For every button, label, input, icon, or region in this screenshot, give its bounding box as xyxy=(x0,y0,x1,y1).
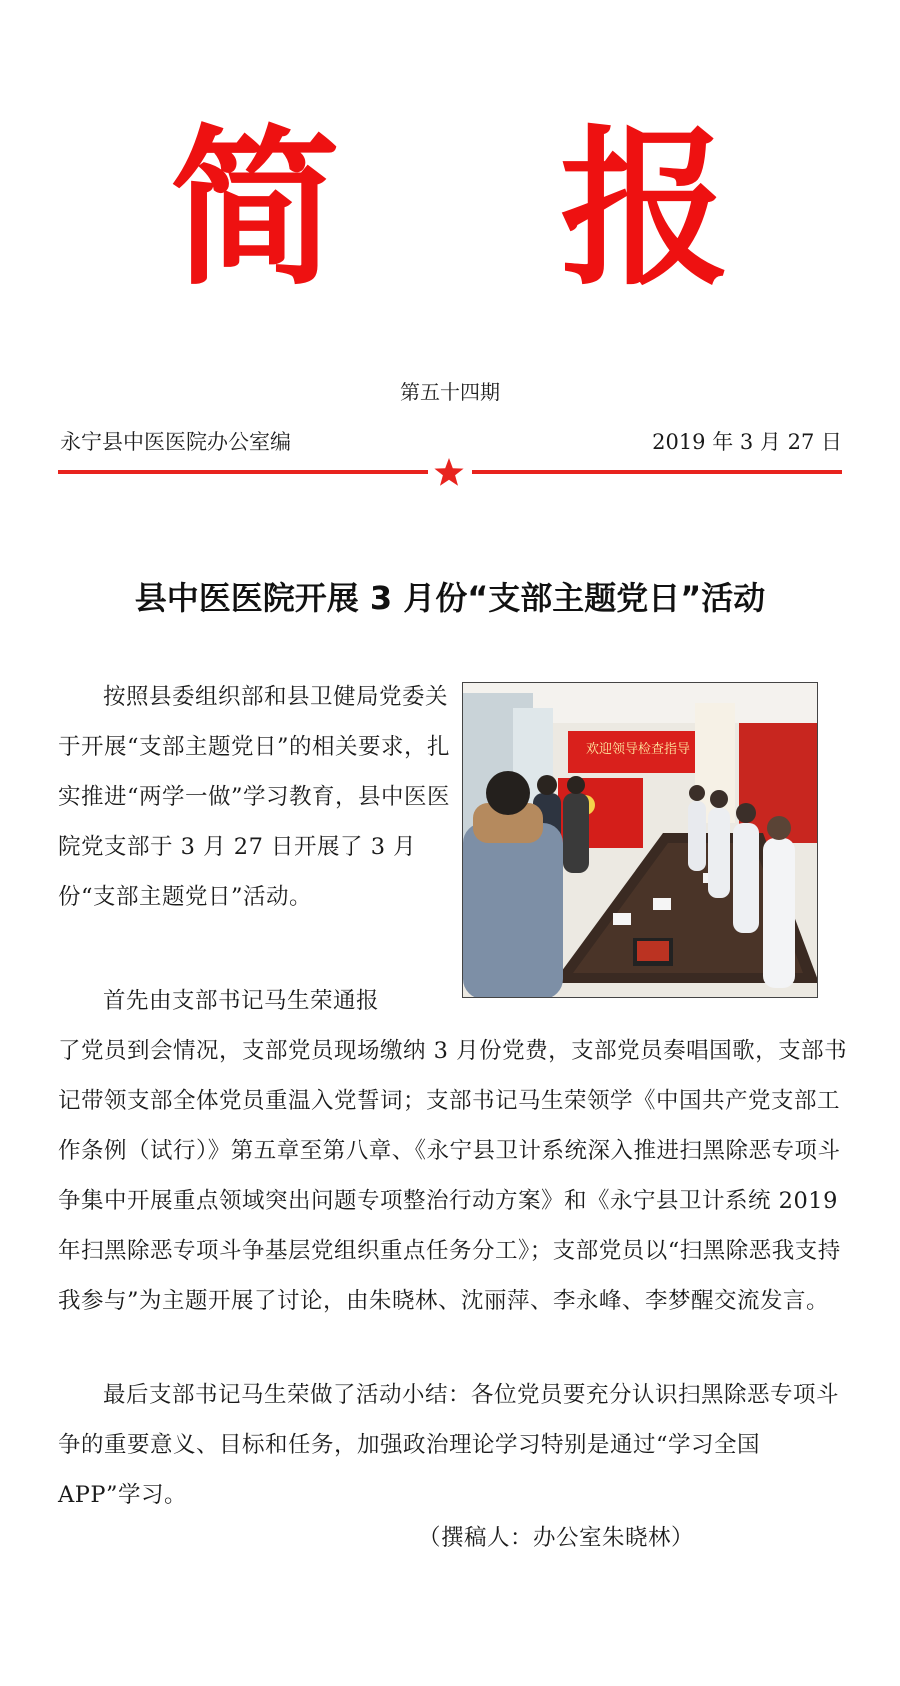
event-photo xyxy=(462,682,818,998)
masthead-title xyxy=(0,111,900,309)
header-rule-right xyxy=(472,470,842,474)
masthead-char-jian: 简 xyxy=(170,111,341,309)
article-headline: 县中医医院开展 3 月份“支部主题党日”活动 xyxy=(134,579,766,617)
paragraph-summary: 最后支部书记马生荣做了活动小结：各位党员要充分认识扫黑除恶专项斗争的重要意义、目标和任务，加强政治理论学习特别是通过“学习全国 APP”学习。 xyxy=(58,1382,840,1508)
red-star-icon xyxy=(431,454,467,490)
editor-office: 永宁县中医医院办公室编 xyxy=(60,430,291,454)
paragraph-process-rest: 了党员到会情况，支部党员现场缴纳 3 月份党费，支部党员奏唱国歌，支部书记带领支部全体党员重温入党誓词；支部书记马生荣领学《中国共产党支部工作条例（试行）》第五章至第八章、《永宁县卫计系统深入推进扫黑除恶专项斗争集中开展重点领域突出问题专项整治行动方案》和《永宁县卫计系统 2019 年扫黑除恶专项斗争基层党组织重点任务分工》；支部党员以“扫黑除恶我支持我参与”为主题开展了讨论，由朱晓林、沈丽萍、李永峰、李梦醒交流发言。 xyxy=(58,1038,848,1314)
header-rule-left xyxy=(58,470,428,474)
masthead-char-bao: 报 xyxy=(560,111,731,309)
author-byline: （撰稿人：办公室朱晓林） xyxy=(418,1525,695,1551)
photo-banner-text: 欢迎领导检查指导 xyxy=(585,742,691,757)
issue-number: 第五十四期 xyxy=(400,380,500,404)
paragraph-intro: 按照县委组织部和县卫健局党委关于开展“支部主题党日”的相关要求，扎实推进“两学一做”学习教育，县中医医院党支部于 3 月 27 日开展了 3 月份“支部主题党日”活动。 xyxy=(58,684,451,910)
paragraph-process-line1: 首先由支部书记马生荣通报 xyxy=(103,988,380,1014)
publish-date: 2019 年 3 月 27 日 xyxy=(652,430,842,454)
